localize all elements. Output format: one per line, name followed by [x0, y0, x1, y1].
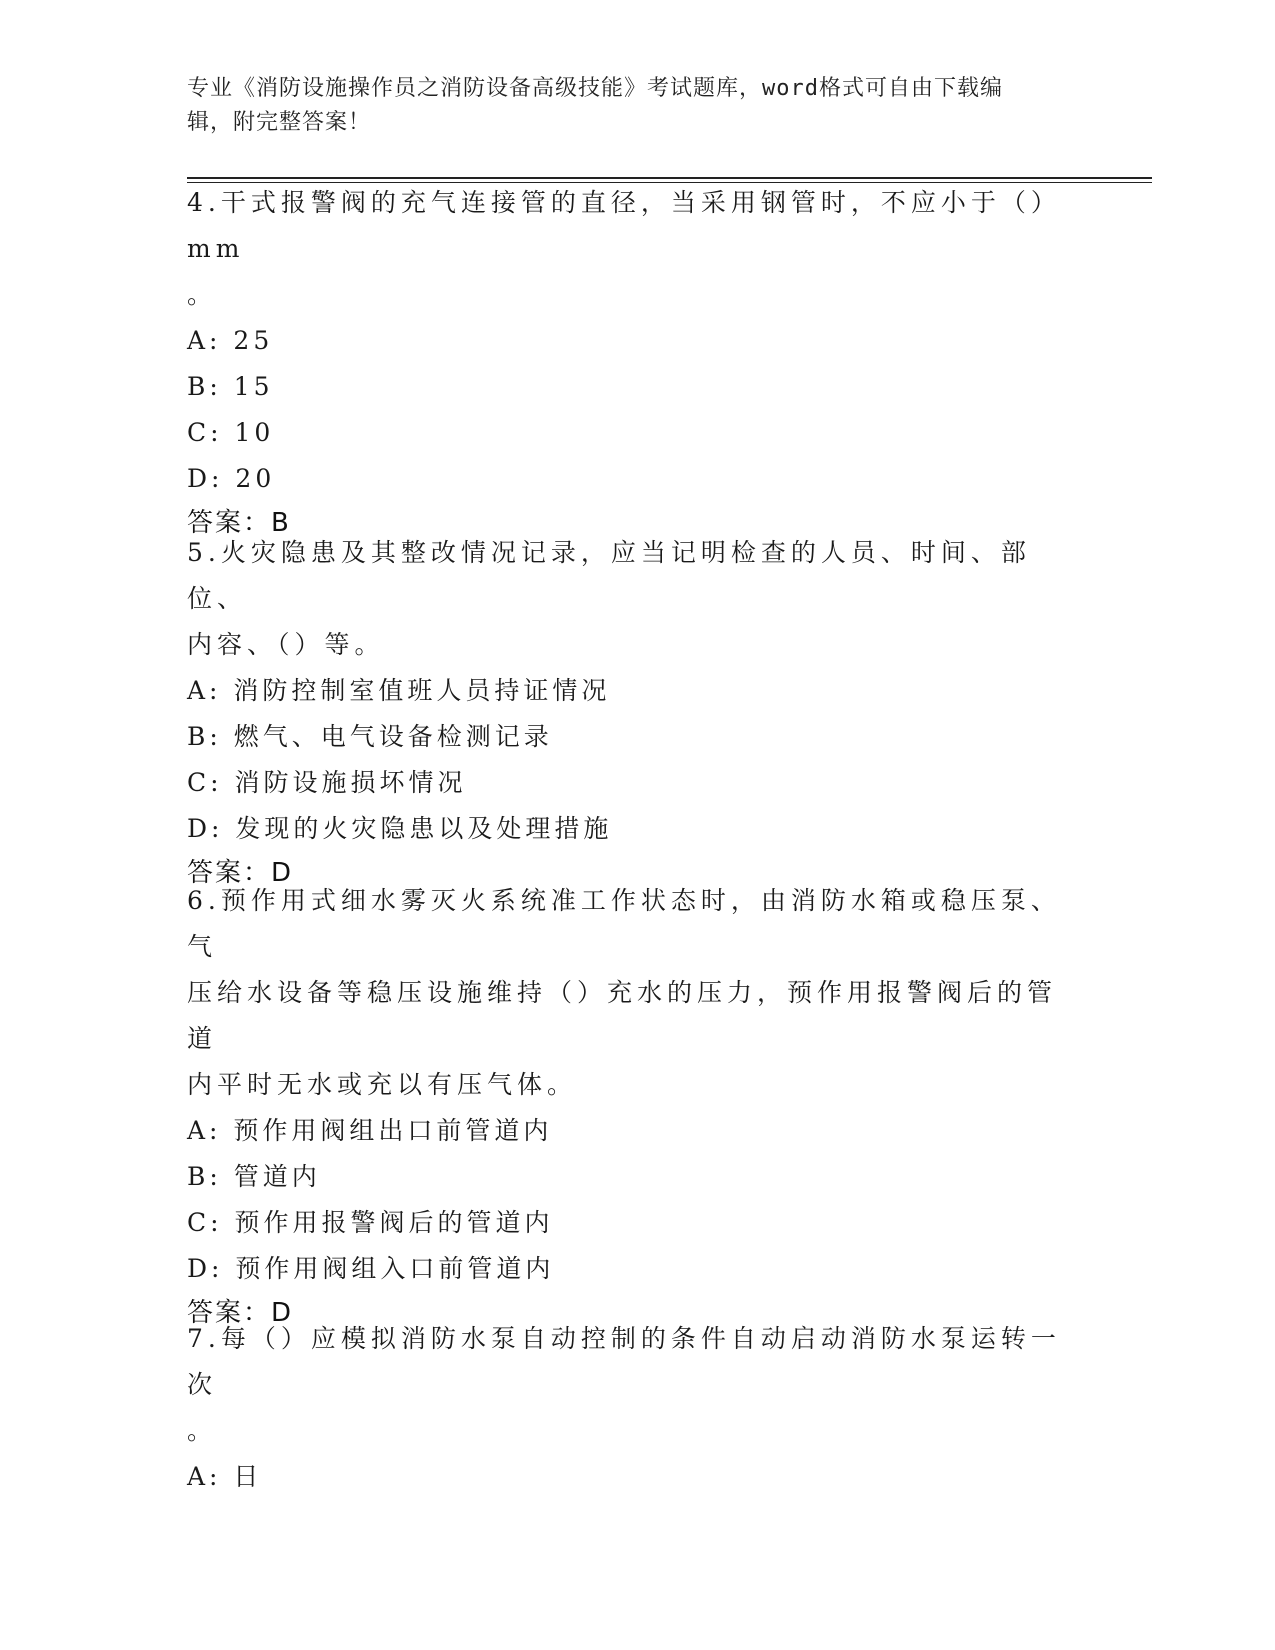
question-5	[187, 530, 1067, 894]
question-text: 内容、（）等。	[187, 630, 385, 659]
question-text: 7.每（）应模拟消防水泵自动控制的条件自动启动消防水泵运转一次	[187, 1324, 1061, 1399]
option-b: B: 15	[187, 372, 274, 401]
option-b: B: 燃气、电气设备检测记录	[187, 722, 553, 751]
option-d: D: 发现的火灾隐患以及处理措施	[187, 814, 613, 843]
question-text: 内平时无水或充以有压气体。	[187, 1070, 578, 1099]
answer: 答案：B	[187, 508, 291, 538]
option-d: D: 预作用阀组入口前管道内	[187, 1254, 555, 1283]
question-6	[187, 878, 1067, 1334]
option-c: C: 预作用报警阀后的管道内	[187, 1208, 554, 1237]
header-line-1: 专业《消防设施操作员之消防设备高级技能》考试题库，word格式可自由下载编	[187, 76, 1003, 101]
option-a: A: 25	[187, 326, 274, 355]
option-a: A: 消防控制室值班人员持证情况	[187, 676, 611, 705]
option-a: A: 预作用阀组出口前管道内	[187, 1116, 553, 1145]
header-line-2: 辑，附完整答案！	[187, 110, 372, 135]
question-4	[187, 180, 1067, 544]
answer: 答案：D	[187, 858, 294, 888]
option-c: C: 消防设施损坏情况	[187, 768, 467, 797]
document-header	[187, 72, 1067, 140]
option-b: B: 管道内	[187, 1162, 321, 1191]
option-c: C: 10	[187, 418, 275, 447]
question-text: 。	[187, 280, 218, 309]
header-divider-thick	[187, 177, 1152, 179]
question-text: 4.干式报警阀的充气连接管的直径，当采用钢管时，不应小于（）mm	[187, 188, 1061, 263]
question-text: 压给水设备等稳压设施维持（）充水的压力，预作用报警阀后的管道	[187, 978, 1058, 1053]
option-d: D: 20	[187, 464, 276, 493]
option-a: A: 日	[187, 1462, 263, 1491]
question-text: 6.预作用式细水雾灭火系统准工作状态时，由消防水箱或稳压泵、气	[187, 886, 1061, 961]
answer: 答案：D	[187, 1298, 294, 1328]
question-7	[187, 1316, 1067, 1500]
question-text: 5.火灾隐患及其整改情况记录，应当记明检查的人员、时间、部位、	[187, 538, 1031, 613]
question-text: 。	[187, 1416, 218, 1445]
